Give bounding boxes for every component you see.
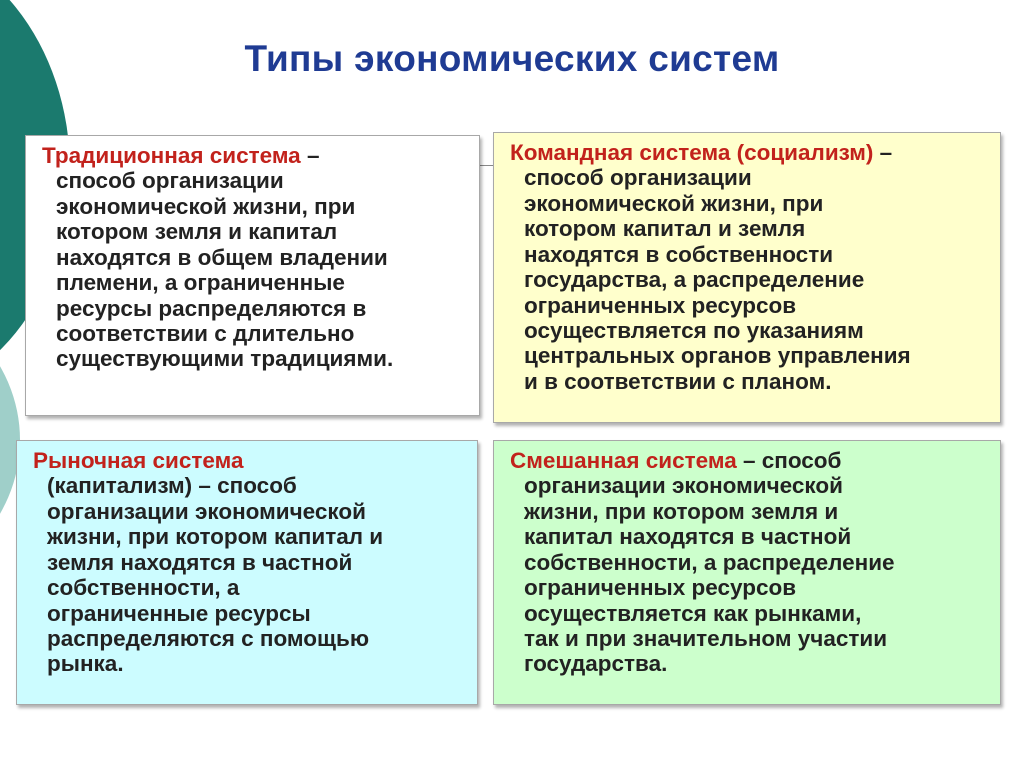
traditional-system-dash: – xyxy=(300,143,320,168)
mixed-system-dash: – способ xyxy=(736,448,842,473)
market-line: рынка. xyxy=(47,651,124,677)
market-line: распределяются с помощью xyxy=(47,625,370,651)
command-line: государства, а распределение xyxy=(524,267,865,293)
command-line: осуществляется по указаниям xyxy=(524,317,864,343)
mixed-line: капитал находятся в частной xyxy=(524,524,852,550)
traditional-line: находятся в общем владении xyxy=(56,244,388,270)
mixed-line: собственности, а распределение xyxy=(524,549,895,575)
command-line: экономической жизни, при xyxy=(524,190,824,216)
command-system-heading: Командная система (социализм) xyxy=(510,140,874,165)
traditional-line: способ организации xyxy=(56,168,284,194)
traditional-line: существующими традициями. xyxy=(56,346,394,372)
connector-line xyxy=(480,165,494,166)
traditional-line: котором земля и капитал xyxy=(56,219,338,245)
traditional-line: соответствии с длительно xyxy=(56,320,355,346)
market-line: (капитализм) – способ xyxy=(47,473,297,499)
mixed-system-heading: Смешанная система xyxy=(510,448,737,473)
market-line: организации экономической xyxy=(47,498,366,524)
mixed-line: государства. xyxy=(524,651,668,677)
traditional-line: племени, а ограниченные xyxy=(56,270,345,296)
command-line: и в соответствии с планом. xyxy=(524,368,832,394)
traditional-system-heading: Традиционная система xyxy=(42,143,301,168)
mixed-system-box xyxy=(493,440,1001,705)
market-line: жизни, при котором капитал и xyxy=(47,524,384,550)
traditional-system-box xyxy=(25,135,480,416)
mixed-line: так и при значительном участии xyxy=(524,625,888,651)
market-system-heading: Рыночная система xyxy=(33,448,244,473)
mixed-line: организации экономической xyxy=(524,473,843,499)
mixed-line: жизни, при котором земля и xyxy=(524,498,839,524)
traditional-line: ресурсы распределяются в xyxy=(56,295,367,321)
command-line: центральных органов управления xyxy=(524,343,911,369)
market-line: ограниченные ресурсы xyxy=(47,600,311,626)
command-line: ограниченных ресурсов xyxy=(524,292,797,318)
market-line: собственности, а xyxy=(47,575,240,601)
mixed-line: осуществляется как рынками, xyxy=(524,600,862,626)
market-line: земля находятся в частной xyxy=(47,549,353,575)
market-system-box xyxy=(16,440,478,705)
mixed-line: ограниченных ресурсов xyxy=(524,575,797,601)
traditional-line: экономической жизни, при xyxy=(56,193,356,219)
command-system-dash: – xyxy=(873,140,893,165)
command-line: способ организации xyxy=(524,165,752,191)
command-line: находятся в собственности xyxy=(524,241,834,267)
command-line: котором капитал и земля xyxy=(524,216,806,242)
command-system-box xyxy=(493,132,1001,423)
slide-title: Типы экономических систем xyxy=(244,38,780,79)
